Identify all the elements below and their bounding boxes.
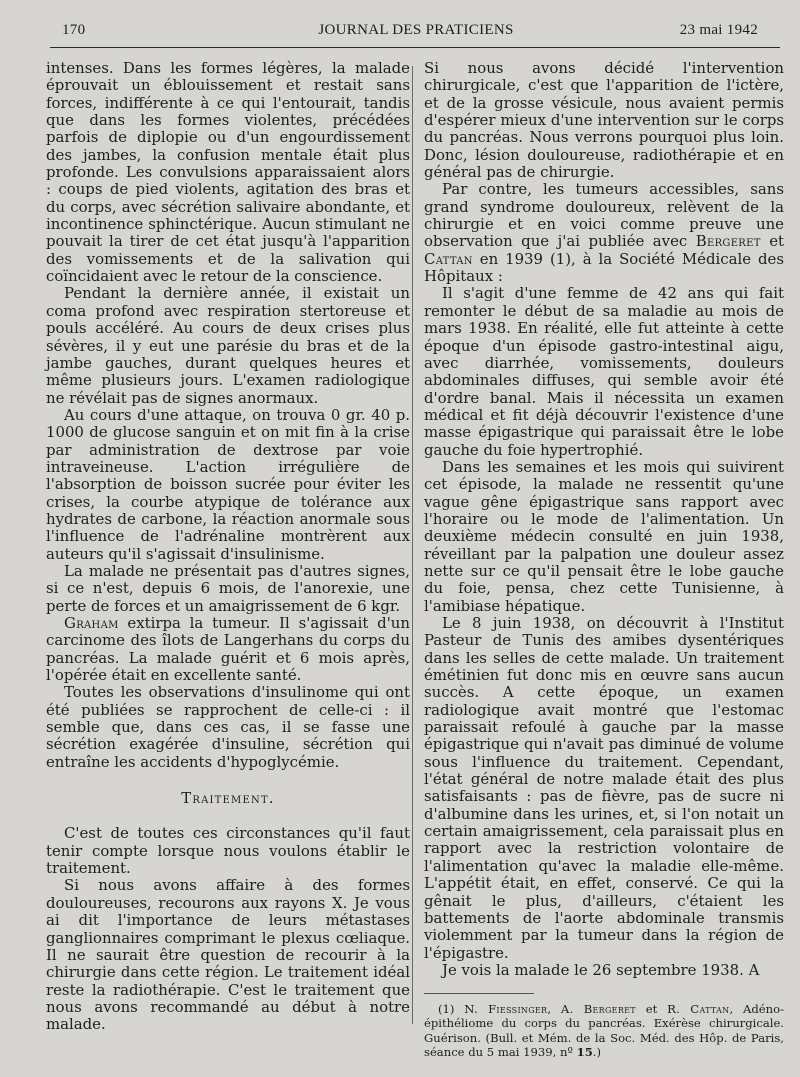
right-column bbox=[424, 60, 784, 1059]
header-rule bbox=[50, 47, 780, 48]
volume-number: 15 bbox=[576, 1044, 593, 1059]
author-name: A. Bergeret bbox=[560, 1002, 636, 1017]
paragraph: Je vois la malade le 26 septembre 1938. A bbox=[442, 960, 760, 979]
column-divider bbox=[412, 66, 413, 1024]
paragraph-text: et bbox=[760, 232, 785, 251]
page-number: 170 bbox=[62, 22, 86, 38]
paragraph: Dans les semaines et les mois qui suivirent cet épisode, la malade ne ressentit qu'une vague gêne épigastrique sans rapport avec l'horaire ou le mode de l'alimentation. Un deuxième médecin consulté en juin 1938, réveillant par la palpation une douleur assez nette sur ce qu'il pensait être le lobe gauche du foie, pensa, chez cette Tunisienne, à l'amibiase hépatique. bbox=[424, 457, 784, 615]
paragraph: Si nous avons affaire à des formes douloureuses, recourons aux rayons X. Je vous ai dit l'importance de leurs métastases ganglionnaires comprimant le plexus cœliaque. Il ne saurait être question de recourir à la chirurgie dans cette région. Le traitement idéal reste la radiothérapie. C'est le traitement que nous avons recommandé au début à notre malade. bbox=[46, 876, 410, 1034]
paragraph bbox=[46, 615, 410, 684]
journal-title: JOURNAL DES PRATICIENS bbox=[318, 22, 514, 38]
footnote bbox=[424, 1002, 784, 1059]
paragraph: Toutes les observations d'insulinome qui ont été publiées se rapprochent de celle-ci : il semble que, dans ces cas, il se fasse une sécrétion exagérée d'insuline, sécrétion qui entraîne les accidents d'hypoglycémie. bbox=[46, 683, 410, 771]
footnote-text: .) bbox=[592, 1044, 602, 1059]
footnote-text: , Adéno-épithéliome du corps du pancréas. Exérèse chirurgicale. Guérison. (Bull. et Mém. de la Soc. Méd. des Hôp. de Paris, séance du 5 mai 1939, nº bbox=[424, 1002, 784, 1059]
footnote-marker: (1) bbox=[438, 1002, 465, 1017]
paragraph: Le 8 juin 1938, on découvrit à l'Institut Pasteur de Tunis des amibes dysentériques dans les selles de cette malade. Un traitement émétinien fut donc mis en œuvre sans aucun succès. A cette époque, un examen radiologique avait montré que l'estomac paraissait refoulé à gauche par la masse épigastrique qui n'avait pas diminué de volume sous l'influence du traitement. Cependant, l'état général de notre malade était des plus satisfaisants : pas de fièvre, pas de sucre ni d'albumine dans les urines, et, si l'on notait un certain amaigrissement, cela paraissait plus en rapport avec la restriction volontaire de l'alimentation qu'avec la maladie elle-même. L'appétit était, en effet, conservé. Ce qui la gênait le plus, d'ailleurs, c'étaient les battements de l'aorte abdominale transmis violemment par la tumeur dans la région de l'épigastre. bbox=[424, 614, 784, 962]
paragraph: La malade ne présentait pas d'autres signes, si ce n'est, depuis 6 mois, de l'anorexie, une perte de forces et un amaigrissement de 6 kgr. bbox=[46, 561, 410, 615]
footnote-rule bbox=[424, 993, 534, 994]
author-name: N. Fiessinger bbox=[464, 1002, 548, 1017]
left-column bbox=[46, 60, 410, 1034]
paragraph: Pendant la dernière année, il existait un coma profond avec respiration stertoreuse et pouls accéléré. Au cours de deux crises plus sévères, il y eut une parésie du bras et de la jambe gauches, durant quelques heures et même plusieurs jours. L'examen radiologique ne révélait pas de signes anormaux. bbox=[46, 284, 410, 407]
author-name: Cattan bbox=[424, 249, 473, 268]
paragraph: C'est de toutes ces circonstances qu'il faut tenir compte lorsque nous voulons établir le traitement. bbox=[46, 824, 410, 878]
footnote-text: et bbox=[635, 1002, 668, 1017]
running-header bbox=[62, 22, 770, 44]
paragraph: Il s'agit d'une femme de 42 ans qui fait remonter le début de sa maladie au mois de mars 1938. En réalité, elle fut atteinte à cette époque d'un épisode gastro-intestinal aigu, avec diarrhée, vomissements, douleurs abdominales diffuses, qui semble avoir été d'ordre banal. Mais il nécessita un examen médical et fit déjà découvrir l'existence d'une masse épigastrique qui paraissait être le lobe gauche du foie hypertrophié. bbox=[424, 284, 784, 459]
author-name: Graham bbox=[64, 614, 119, 632]
author-name: R. Cattan bbox=[667, 1002, 730, 1017]
section-heading: Traitement. bbox=[181, 789, 275, 808]
paragraph: intenses. Dans les formes légères, la malade éprouvait un éblouissement et restait sans forces, indifférente à ce qui l'entourait, tandis que dans les formes violentes, précédées parfois de diplopie ou d'un engourdissement des jambes, la confusion mentale était plus profonde. Les convulsions apparaissaient alors : coups de pied violents, agitation des bras et du corps, avec sécrétion salivaire abondante, et incontinence sphinctérique. Aucun stimulant ne pouvait la tirer de cet état jusqu'à l'apparition des vomissements et de la salivation qui coïncidaient avec le retour de la conscience. bbox=[46, 59, 410, 286]
paragraph bbox=[424, 181, 784, 285]
paragraph: Si nous avons décidé l'intervention chirurgicale, c'est que l'apparition de l'ictère, et de la grosse vésicule, nous avaient permis d'espérer mieux d'une intervention sur le corps du pancréas. Nous verrons pourquoi plus loin. Donc, lésion douloureuse, radiothérapie et en général pas de chirurgie. bbox=[424, 59, 784, 182]
paragraph: Au cours d'une attaque, on trouva 0 gr. 40 p. 1000 de glucose sanguin et on mit fin à la crise par administration de dextrose par voie intraveineuse. L'action irrégulière de l'absorption de boisson sucrée pour éviter les crises, la courbe atypique de tolérance aux hydrates de carbone, la réaction anormale sous l'influence de l'adrénaline montrèrent aux auteurs qu'il s'agissait d'insulinisme. bbox=[46, 405, 410, 563]
author-name: Bergeret bbox=[695, 232, 761, 251]
issue-date: 23 mai 1942 bbox=[679, 22, 758, 38]
paragraph-text: extirpa la tumeur. Il s'agissait d'un carcinome des îlots de Langerhans du corps du pancréas. La malade guérit et 6 mois après, l'opérée était en excellente santé. bbox=[46, 614, 410, 685]
footnote-text: , bbox=[547, 1002, 561, 1017]
paragraph-text: en 1939 (1), à la Société Médicale des Hôpitaux : bbox=[424, 249, 784, 286]
paragraph-text: Par contre, les tumeurs accessibles, sans grand syndrome douloureux, relèvent de la chirurgie et en voici comme preuve une observation que j'ai publiée avec bbox=[424, 180, 784, 251]
